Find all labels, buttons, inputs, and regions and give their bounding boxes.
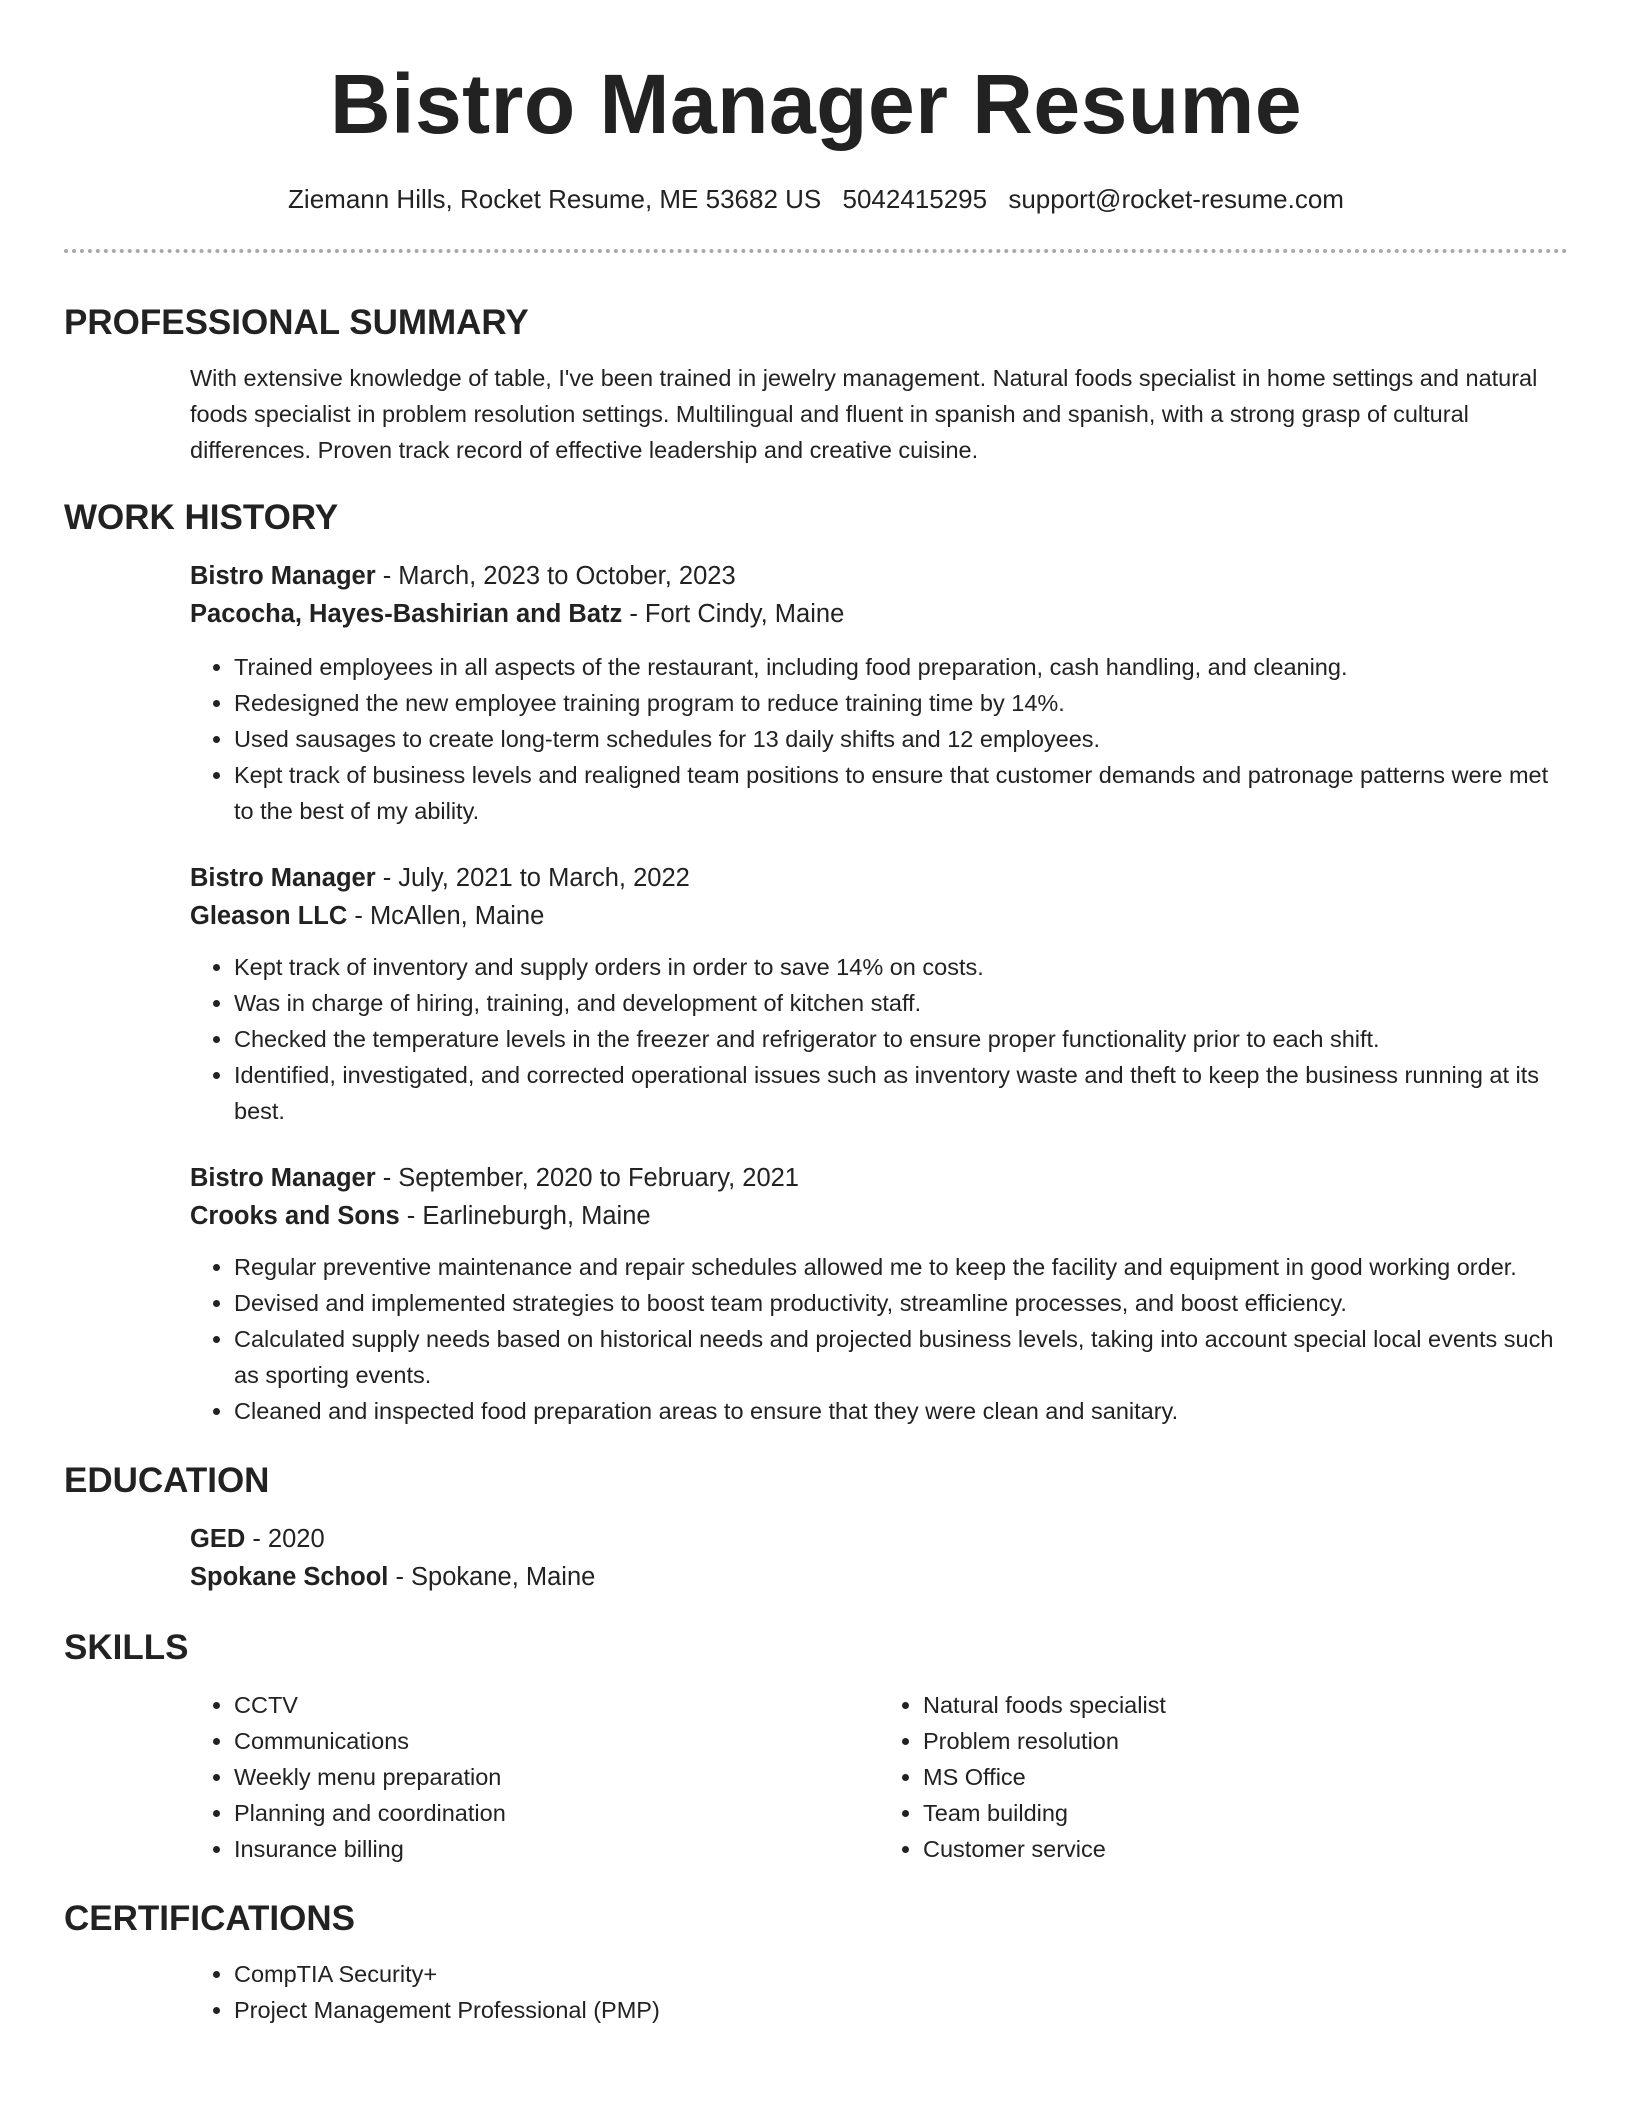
job-bullet: • Regular preventive maintenance and repair schedules allowed me to keep the facility and equipment in good working order. — [234, 1249, 1568, 1285]
skills-heading: SKILLS — [64, 1628, 189, 1668]
skills-grid — [190, 1687, 1568, 1867]
education-school: Spokane School — [190, 1563, 389, 1592]
job-company: Crooks and Sons — [190, 1202, 400, 1231]
certification-item: • CompTIA Security+ — [234, 1956, 1568, 1992]
job-entry — [190, 557, 1568, 829]
job-title-line — [190, 557, 1568, 595]
job-bullet: • Used sausages to create long-term schedules for 13 daily shifts and 12 employees. — [234, 721, 1568, 757]
job-location: - Fort Cindy, Maine — [622, 600, 845, 629]
education-degree-line — [190, 1520, 1568, 1558]
education-heading: EDUCATION — [64, 1461, 270, 1501]
job-bullets — [190, 949, 1568, 1129]
education-school-line — [190, 1558, 1568, 1596]
job-company-line — [190, 595, 1568, 633]
skills-list-left — [190, 1687, 879, 1867]
resume-title: Bistro Manager Resume — [329, 57, 1303, 151]
job-bullet: • Was in charge of hiring, training, and development of kitchen staff. — [234, 985, 1568, 1021]
skill-item: • Weekly menu preparation — [234, 1759, 879, 1795]
contact-line — [64, 184, 1568, 215]
contact-email: support@rocket-resume.com — [1008, 184, 1344, 214]
job-bullet: • Checked the temperature levels in the freezer and refrigerator to ensure proper functionality prior to each shift. — [234, 1021, 1568, 1057]
skill-item: • Team building — [923, 1795, 1568, 1831]
job-bullets — [190, 649, 1568, 829]
job-dates: - September, 2020 to February, 2021 — [375, 1164, 799, 1193]
summary-text: With extensive knowledge of table, I've been trained in jewelry management. Natural foods specialist in home settings and natural foods specialist in problem resolution settings. Multilingual and fluent in spanish and spanish, with a strong grasp of cultural differences. Proven track record of effective leadership and creative cuisine. — [190, 365, 1538, 464]
job-location: - Earlineburgh, Maine — [399, 1202, 651, 1231]
job-company-line — [190, 897, 1568, 935]
education-year: - 2020 — [245, 1525, 325, 1554]
education-entry — [190, 1520, 1568, 1596]
skill-item: • Customer service — [923, 1831, 1568, 1867]
certifications-heading: CERTIFICATIONS — [64, 1899, 356, 1939]
job-dates: - March, 2023 to October, 2023 — [375, 562, 736, 591]
job-role: Bistro Manager — [190, 1164, 376, 1193]
skill-item: • Insurance billing — [234, 1831, 879, 1867]
job-location: - McAllen, Maine — [347, 902, 545, 931]
certifications-list — [190, 1956, 1568, 2028]
skill-item: • Planning and coordination — [234, 1795, 879, 1831]
job-bullet: • Cleaned and inspected food preparation areas to ensure that they were clean and sanitary. — [234, 1393, 1568, 1429]
job-bullet: • Kept track of inventory and supply orders in order to save 14% on costs. — [234, 949, 1568, 985]
skill-item: • MS Office — [923, 1759, 1568, 1795]
job-company: Pacocha, Hayes-Bashirian and Batz — [190, 600, 623, 629]
job-entry — [190, 859, 1568, 1129]
job-entry — [190, 1159, 1568, 1429]
work-history-heading: WORK HISTORY — [64, 498, 339, 538]
job-bullet: • Calculated supply needs based on historical needs and projected business levels, taking into account special local events such as sporting events. — [234, 1321, 1568, 1393]
job-bullet: • Identified, investigated, and corrected operational issues such as inventory waste and theft to keep the business running at its best. — [234, 1057, 1568, 1129]
summary-heading: PROFESSIONAL SUMMARY — [64, 303, 529, 343]
education-degree: GED — [190, 1525, 246, 1554]
skill-item: • Natural foods specialist — [923, 1687, 1568, 1723]
job-bullet: • Redesigned the new employee training program to reduce training time by 14%. — [234, 685, 1568, 721]
skill-item: • CCTV — [234, 1687, 879, 1723]
job-bullet: • Kept track of business levels and realigned team positions to ensure that customer demands and patronage patterns were met to the best of my ability. — [234, 757, 1568, 829]
job-bullet: • Trained employees in all aspects of the restaurant, including food preparation, cash handling, and cleaning. — [234, 649, 1568, 685]
job-company: Gleason LLC — [190, 902, 348, 931]
skill-item: • Problem resolution — [923, 1723, 1568, 1759]
job-dates: - July, 2021 to March, 2022 — [375, 864, 690, 893]
education-location: - Spokane, Maine — [388, 1563, 596, 1592]
job-bullets — [190, 1249, 1568, 1429]
job-title-line — [190, 859, 1568, 897]
job-role: Bistro Manager — [190, 562, 376, 591]
contact-address: Ziemann Hills, Rocket Resume, ME 53682 US — [288, 184, 822, 214]
skills-list-right — [879, 1687, 1568, 1867]
summary-section — [190, 360, 1568, 468]
skill-item: • Communications — [234, 1723, 879, 1759]
contact-phone: 5042415295 — [842, 184, 988, 214]
certifications-section — [190, 1956, 1568, 2028]
job-company-line — [190, 1197, 1568, 1235]
header-divider — [64, 249, 1568, 253]
job-bullet: • Devised and implemented strategies to boost team productivity, streamline processes, and boost efficiency. — [234, 1285, 1568, 1321]
job-role: Bistro Manager — [190, 864, 376, 893]
certification-item: • Project Management Professional (PMP) — [234, 1992, 1568, 2028]
job-title-line — [190, 1159, 1568, 1197]
